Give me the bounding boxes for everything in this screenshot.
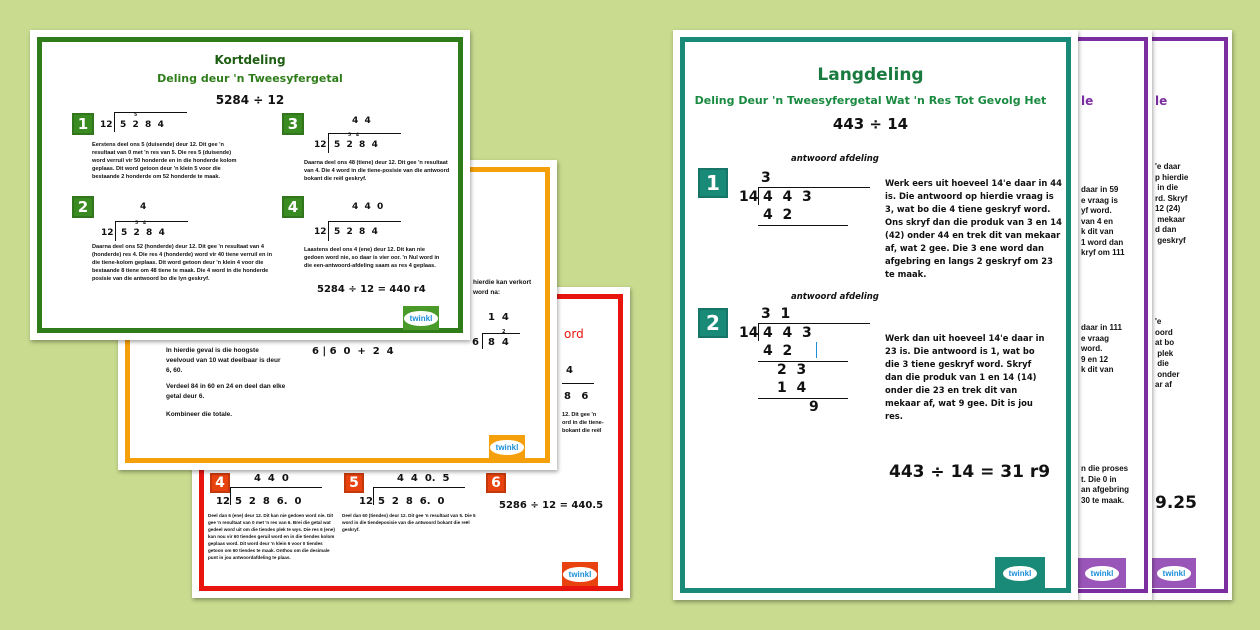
quotient: 1 4: [488, 312, 509, 323]
card-equation: 443 ÷ 14: [832, 115, 909, 133]
divisor: 12: [359, 496, 373, 507]
text-fragment: 'e daar p hierdie in die rd. Skryf 12 (24) mekaar d dan geskryf: [1155, 162, 1189, 245]
quotient: 4 4 0. 5: [397, 473, 450, 484]
twinkl-logo: twinkl: [562, 562, 598, 586]
quotient-fragment: 4: [566, 365, 573, 376]
split-division: 6 | 6 0 + 2 4: [312, 346, 394, 357]
answer-section-label: antwoord afdeling: [791, 154, 879, 164]
step-2-badge: 2: [72, 196, 94, 218]
divisor: 6: [472, 337, 479, 348]
body-text: In hierdie geval is die hoogste veelvoud van 10 wat deelbaar is deur 6, 60.: [166, 347, 281, 374]
dividend: 5 2 8 6. 0: [235, 496, 302, 507]
carry: 2: [502, 329, 506, 335]
text-fragment: n die proses t. Die 0 in an afgebring 30 te maak.: [1081, 464, 1130, 505]
dividend: 5 2 8 4: [121, 228, 165, 238]
subtraction-line: [758, 225, 848, 226]
twinkl-logo: twinkl: [995, 557, 1045, 590]
step-3-text: Daarna deel ons 48 (tiene) deur 12. Dit gee 'n resultaat van 4. Die 4 word in die tiene-posisie van die antwoord bokant die reël geskryf.: [304, 160, 450, 182]
product: 4 2: [763, 343, 793, 359]
text-fragment: 'e oord at bo plek die onder ar af: [1155, 317, 1180, 389]
quotient: 4: [140, 202, 147, 212]
quotient: 3: [761, 170, 771, 186]
step-6-badge: 6: [486, 473, 506, 493]
step-1-badge: 1: [698, 168, 728, 198]
carry: 5 4: [135, 221, 146, 226]
quotient: 4 4 0: [254, 473, 289, 484]
twinkl-logo: twinkl: [1152, 558, 1196, 588]
langdeling-card[interactable]: [673, 30, 1078, 600]
step-1-text: Werk eers uit hoeveel 14'e daar in 44 is. Die antwoord op hierdie vraag is 3, wat bo die 4 tiene geskryf word. Ons skryf dan die produk van 3 en 14 (42) onder 44 en trek dit van mekaar af, wat 2 gee. Die 3 ene word dan afgebring en langs 2 geskryf om 23 te maak.: [885, 178, 1062, 279]
twinkl-logo: twinkl: [1078, 558, 1126, 588]
step-2-text: Werk dan uit hoeveel 14'e daar in 23 is. Die antwoord is 1, wat bo die 3 tiene geskryf word. Skryf dan die produk van 1 en 14 (14) onder die 23 en trek dit van mekaar af, wat 9 gee. Dit is jou res.: [885, 333, 1045, 421]
quotient: 3 1: [761, 306, 791, 322]
dividend: 5 2 8 4: [334, 227, 378, 237]
product: 4 2: [763, 207, 793, 223]
step-4-text: Laastens deel ons 4 (ene) deur 12. Dit kan nie gedoen word nie, so daar is vier oor. 'n Nul word in die een-antwoord-afdeling saam as res 4 geplaas.: [304, 247, 440, 269]
purple-card[interactable]: [1078, 30, 1152, 600]
twinkl-logo: twinkl: [489, 435, 525, 459]
dividend: 5 2 8 6. 0: [378, 496, 445, 507]
bring-down-arrow-icon: [816, 342, 817, 358]
step-4-badge: 4: [210, 473, 230, 493]
carry: 5 4: [348, 133, 359, 138]
carry: 5: [134, 113, 138, 118]
quotient: 4 4: [352, 116, 371, 126]
remainder: 9: [809, 399, 819, 415]
dividend: 4 4 3: [763, 325, 812, 341]
result-fragment: 9.25: [1155, 493, 1197, 513]
card-subtitle: Deling Deur 'n Tweesyfergetal Wat 'n Res Tot Gevolg Het: [694, 94, 1047, 107]
card-title: Langdeling: [817, 65, 924, 85]
step-2-badge: 2: [698, 308, 728, 338]
divisor: 12: [216, 496, 230, 507]
quotient: 4 4 0: [352, 202, 384, 212]
card-subtitle: Deling deur 'n Tweesyfergetal: [157, 72, 343, 85]
dividend: 5 2 8 4: [120, 120, 164, 130]
step-2-text: Daarna deel ons 52 (honderde) deur 12. Dit gee 'n resultaat van 4 (honderde) res 4. Die res 4 (honderde) word vir 40 tiene verruil en in die tiene-kolom geplaas. Dit word getoon deur 'n klein 4 voor die bestaande 8 tiene om 48 tiene te maak. Die 4 word in die honderde posisie van die antwoord bo die lyn geskryf.: [92, 244, 272, 282]
step-3-badge: 3: [282, 113, 304, 135]
step-5-text: Deel dan 60 (tiendes) deur 12. Dit gee 'n resultaat van 5. Die 5 word in die tiendeposisie van die antwoord bokant die reël geskryf.: [342, 513, 476, 532]
step-5-badge: 5: [344, 473, 364, 493]
product: 1 4: [777, 380, 807, 396]
final-result: 5286 ÷ 12 = 440.5: [499, 500, 604, 511]
card-title-fragment: le: [1155, 94, 1168, 108]
card-title-fragment: ord: [564, 327, 584, 341]
step-1-badge: 1: [72, 113, 94, 135]
divisor: 14: [739, 325, 759, 341]
card-title: Kortdeling: [214, 53, 286, 67]
subtraction-line: [758, 398, 848, 399]
dividend: 8 4: [488, 337, 509, 348]
card-equation: 5284 ÷ 12: [215, 93, 285, 107]
body-text: Verdeel 84 in 60 en 24 en deel dan elke getal deur 6.: [166, 383, 286, 400]
purple-card-back[interactable]: [1152, 30, 1232, 600]
dividend: 5 2 8 4: [334, 140, 378, 150]
final-result: 443 ÷ 14 = 31 r9: [889, 462, 1051, 482]
divisor: 14: [739, 189, 759, 205]
divisor: 12: [314, 227, 327, 237]
divisor: 12: [100, 120, 113, 130]
card-title-fragment: le: [1081, 94, 1094, 108]
divisor: 12: [101, 228, 114, 238]
intro-text-fragment: hierdie kan verkort word na:: [473, 279, 532, 296]
step-1-text: Eerstens deel ons 5 (duisende) deur 12. Dit gee 'n resultaat van 0 met 'n res van 5. Die res 5 (duisende) word verruil vir 50 honderde en in die honderde kolom geplaas. Dit word getoon deur 'n klein 5 voor die bestaande 2 honderde om 52 honderde te maak.: [92, 142, 237, 180]
digits-fragment: 8 6: [564, 391, 589, 402]
text-fragment: daar in 111 e vraag word. 9 en 12 k dit van: [1081, 323, 1122, 374]
kortdeling-card[interactable]: [30, 30, 470, 340]
final-result: 5284 ÷ 12 = 440 r4: [317, 284, 426, 295]
text-fragment: daar in 59 e vraag is yf word. van 4 en k dit van 1 word dan kryf om 111: [1081, 185, 1125, 257]
body-text: Kombineer die totale.: [166, 411, 233, 418]
dividend: 4 4 3: [763, 189, 812, 205]
partial-dividend: 2 3: [777, 362, 807, 378]
division-line: [562, 383, 594, 384]
twinkl-logo: twinkl: [403, 306, 439, 330]
divisor: 12: [314, 140, 327, 150]
step-4-text: Deel dan 6 (ene) deur 12. Dit kan nie gedoen word nie. Dit gee 'n resultaat van 0 met 'n res van 6. Brei die getal wat gedeel word uit om die tiendes plek te wys. Die res 6 (ene) kan nou vir 60 tiendes geruil word en in die tiendes kolom geplaas word. Dit word deur 'n klein 6 voor 0 tiendes getoon om 60 tiendes te maak. Onthou om die desimale punt in jou antwoordafdeling te plaas.: [208, 513, 335, 560]
step-4-badge: 4: [282, 196, 304, 218]
text-fragment: 12. Dit gee 'n ord in die tiene- bokant die reël: [562, 412, 604, 434]
answer-section-label: antwoord afdeling: [791, 292, 879, 302]
